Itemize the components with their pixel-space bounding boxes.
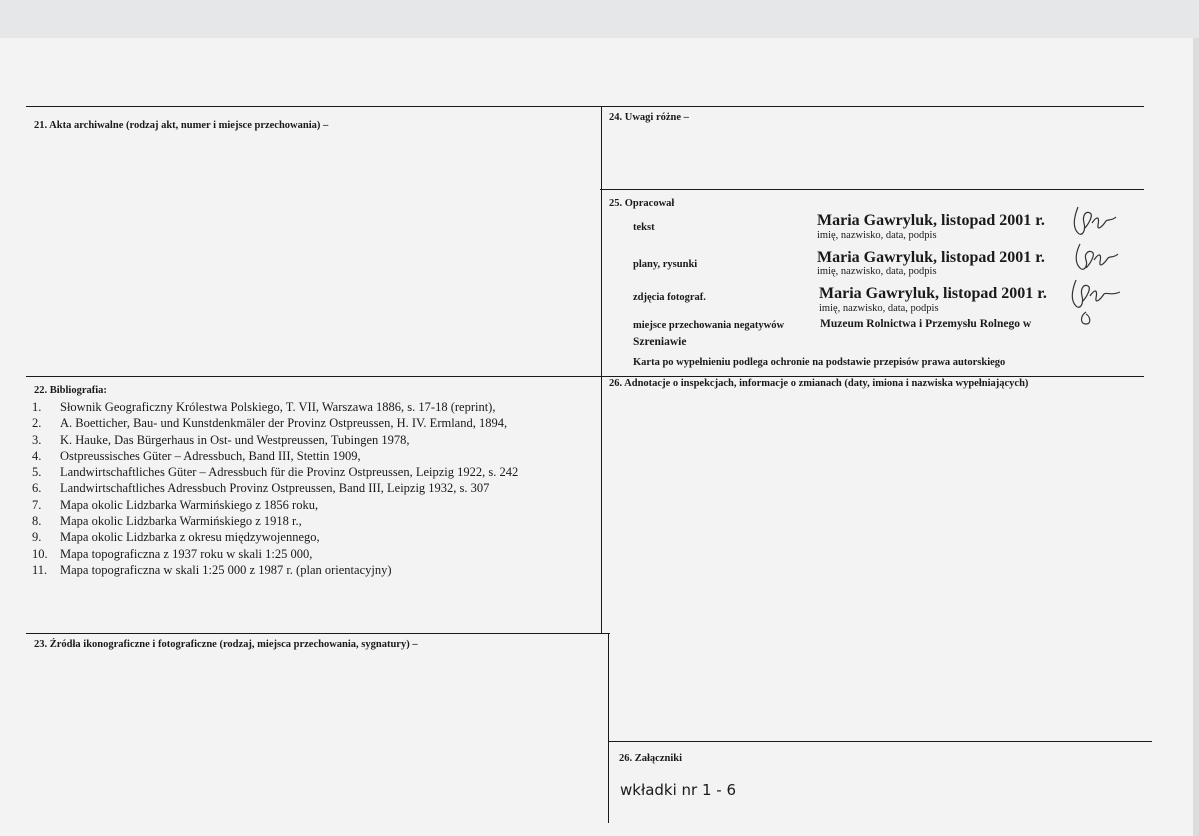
list-item-text: Mapa okolic Lidzbarka z okresu międzywojennego, bbox=[60, 530, 320, 545]
list-item bbox=[32, 546, 518, 562]
rule-24-25 bbox=[600, 189, 1144, 190]
signature-plans bbox=[1068, 240, 1120, 276]
rule-22-23 bbox=[26, 633, 610, 634]
section-26-attachments-label: 26. Załączniki bbox=[619, 753, 683, 764]
list-item-number: 5. bbox=[32, 465, 42, 480]
copyright-notice: Karta po wypełnieniu podlega ochronie na podstawie przepisów prawa autorskiego bbox=[633, 357, 1006, 368]
center-divider bbox=[601, 106, 602, 634]
photos-author-name: Maria Gawryluk, listopad 2001 r. bbox=[819, 285, 1047, 302]
list-item bbox=[32, 480, 518, 496]
list-item-number: 11. bbox=[32, 562, 48, 577]
plans-author-caption: imię, nazwisko, data, podpis bbox=[817, 266, 937, 277]
list-item-number: 1. bbox=[32, 400, 42, 414]
negatives-storage-label: miejsce przechowania negatywów bbox=[633, 320, 785, 331]
list-item bbox=[32, 562, 518, 578]
list-item-number: 8. bbox=[32, 514, 42, 529]
list-item bbox=[32, 497, 518, 513]
list-item-number: 4. bbox=[32, 448, 42, 463]
rule-26-attachments bbox=[608, 741, 1152, 742]
section-22-label: 22. Bibliografia: bbox=[34, 385, 107, 396]
plans-author-name: Maria Gawryluk, listopad 2001 r. bbox=[817, 249, 1045, 266]
list-item bbox=[32, 464, 518, 480]
section-26-annotations-label: 26. Adnotacje o inspekcjach, informacje o zmianach (daty, imiona i nazwiska wypełniających) bbox=[609, 378, 1029, 389]
list-item-text: Mapa topograficzna w skali 1:25 000 z 1987 r. (plan orientacyjny) bbox=[60, 562, 392, 577]
plans-author-label: plany, rysunki bbox=[633, 259, 698, 270]
scan-top-margin bbox=[0, 0, 1199, 38]
list-item-number: 10. bbox=[32, 546, 48, 561]
text-author-name: Maria Gawryluk, listopad 2001 r. bbox=[817, 212, 1045, 229]
list-item bbox=[32, 513, 518, 529]
list-item-text: Słownik Geograficzny Królestwa Polskiego, T. VII, Warszawa 1886, s. 17-18 (reprint), bbox=[60, 400, 496, 414]
photos-author-caption: imię, nazwisko, data, podpis bbox=[819, 303, 939, 314]
list-item-text: Landwirtschaftliches Adressbuch Provinz Ostpreussen, Band III, Leipzig 1932, s. 307 bbox=[60, 481, 490, 496]
negatives-storage-value: Muzeum Rolnictwa i Przemysłu Rolnego w bbox=[820, 318, 1032, 330]
list-item-text: A. Boetticher, Bau- und Kunstdenkmäler der Provinz Ostpreussen, H. IV. Ermland, 1894, bbox=[60, 416, 508, 431]
text-author-caption: imię, nazwisko, data, podpis bbox=[817, 230, 937, 241]
list-item bbox=[32, 432, 518, 448]
list-item bbox=[32, 399, 518, 415]
lower-center-divider bbox=[608, 633, 609, 823]
attachments-handwritten-note: wkładki nr 1 - 6 bbox=[620, 781, 737, 799]
text-author-label: tekst bbox=[633, 222, 655, 233]
negatives-storage-value-cont: Szreniawie bbox=[633, 336, 687, 348]
list-item-text: Mapa topograficzna z 1937 roku w skali 1:25 000, bbox=[60, 546, 313, 561]
bibliography-list bbox=[32, 399, 518, 578]
list-item-text: K. Hauke, Das Bürgerhaus in Ost- und Westpreussen, Tubingen 1978, bbox=[60, 432, 410, 447]
signature-photos bbox=[1066, 276, 1126, 328]
list-item-number: 6. bbox=[32, 481, 42, 496]
section-21-label: 21. Akta archiwalne (rodzaj akt, numer i miejsce przechowania) – bbox=[34, 120, 329, 131]
section-23-label: 23. Źródła ikonograficzne i fotograficzne (rodzaj, miejsca przechowania, sygnatury) – bbox=[34, 639, 418, 650]
list-item bbox=[32, 448, 518, 464]
signature-text bbox=[1068, 203, 1120, 239]
rule-middle bbox=[26, 376, 1144, 377]
list-item-text: Mapa okolic Lidzbarka Warmińskiego z 1856 roku, bbox=[60, 497, 319, 512]
list-item-text: Landwirtschaftliches Güter – Adressbuch für die Provinz Ostpreussen, Leipzig 1922, s. 242 bbox=[60, 465, 519, 480]
top-rule bbox=[26, 106, 1144, 107]
list-item-number: 7. bbox=[32, 497, 42, 512]
list-item bbox=[32, 415, 518, 431]
list-item-text: Mapa okolic Lidzbarka Warmińskiego z 1918 r., bbox=[60, 514, 302, 529]
photos-author-label: zdjęcia fotograf. bbox=[633, 292, 706, 303]
list-item-number: 3. bbox=[32, 432, 42, 447]
list-item bbox=[32, 529, 518, 545]
scan-right-edge bbox=[1193, 38, 1199, 836]
section-24-label: 24. Uwagi różne – bbox=[609, 112, 689, 123]
list-item-number: 9. bbox=[32, 530, 42, 545]
section-25-label: 25. Opracował bbox=[609, 198, 675, 209]
list-item-text: Ostpreussisches Güter – Adressbuch, Band III, Stettin 1909, bbox=[60, 448, 361, 463]
list-item-number: 2. bbox=[32, 416, 42, 431]
